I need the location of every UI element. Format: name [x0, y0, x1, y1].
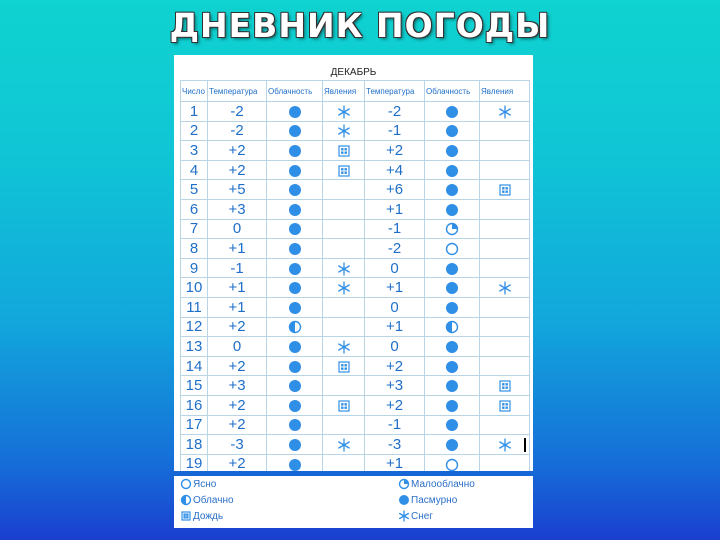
- table-row: [181, 278, 530, 298]
- table-row: [181, 121, 530, 141]
- snow-icon: [337, 340, 351, 354]
- cloudiness-cell-2: [425, 376, 480, 396]
- phenomena-cell: [323, 121, 365, 141]
- temperature-cell-2: +2: [365, 395, 425, 415]
- phenomena-cell-2: [480, 356, 530, 376]
- temperature-cell-2: 0: [365, 297, 425, 317]
- phenomena-cell-2: [480, 141, 530, 161]
- partly-cloudy-icon: [445, 222, 459, 236]
- phenomena-cell: [323, 160, 365, 180]
- temperature-cell: -3: [208, 435, 267, 455]
- overcast-icon: [445, 301, 459, 315]
- table-row: [181, 317, 530, 337]
- table-header-row: [181, 81, 530, 102]
- phenomena-cell: [323, 356, 365, 376]
- rain-icon: [337, 360, 351, 374]
- phenomena-cell-2: [480, 317, 530, 337]
- cloudiness-cell-2: [425, 180, 480, 200]
- header-phenomena: Явления: [323, 81, 365, 102]
- table-row: [181, 395, 530, 415]
- phenomena-cell: [323, 317, 365, 337]
- phenomena-cell: [323, 435, 365, 455]
- phenomena-cell-2: [480, 219, 530, 239]
- temperature-cell: +1: [208, 239, 267, 259]
- snow-icon: [337, 105, 351, 119]
- phenomena-cell-2: [480, 395, 530, 415]
- temperature-cell: +3: [208, 199, 267, 219]
- snow-icon: [337, 438, 351, 452]
- phenomena-cell-2: [480, 258, 530, 278]
- temperature-cell: +2: [208, 395, 267, 415]
- cloudiness-cell: [267, 199, 323, 219]
- table-row: [181, 160, 530, 180]
- overcast-icon: [288, 144, 302, 158]
- day-cell: 12: [181, 317, 208, 337]
- legend-overcast: [398, 494, 457, 508]
- overcast-icon: [288, 360, 302, 374]
- rain-icon: [498, 399, 512, 413]
- temperature-cell-2: 0: [365, 258, 425, 278]
- cloudiness-cell: [267, 317, 323, 337]
- temperature-cell-2: +1: [365, 278, 425, 298]
- temperature-cell-2: +1: [365, 454, 425, 471]
- day-cell: 2: [181, 121, 208, 141]
- table-row: [181, 239, 530, 259]
- phenomena-cell: [323, 141, 365, 161]
- legend-partly: [398, 478, 475, 492]
- legend-cloudy: [180, 494, 234, 508]
- cloudiness-cell: [267, 297, 323, 317]
- cloudiness-cell: [267, 180, 323, 200]
- day-cell: 3: [181, 141, 208, 161]
- phenomena-cell-2: [480, 102, 530, 122]
- overcast-icon: [445, 164, 459, 178]
- temperature-cell: +2: [208, 415, 267, 435]
- legend-partly-label: Малооблачно: [411, 479, 475, 490]
- phenomena-cell-2: [480, 435, 530, 455]
- overcast-icon: [288, 183, 302, 197]
- overcast-icon: [445, 183, 459, 197]
- cloudiness-cell: [267, 141, 323, 161]
- divider-mark: [524, 438, 526, 452]
- table-row: [181, 141, 530, 161]
- phenomena-cell: [323, 102, 365, 122]
- overcast-icon: [288, 438, 302, 452]
- legend-snow-label: Снег: [411, 511, 433, 522]
- temperature-cell-2: -2: [365, 102, 425, 122]
- cloudiness-cell: [267, 454, 323, 471]
- phenomena-cell-2: [480, 454, 530, 471]
- overcast-icon: [445, 418, 459, 432]
- overcast-icon: [445, 262, 459, 276]
- day-cell: 14: [181, 356, 208, 376]
- rain-icon: [180, 511, 193, 522]
- day-cell: 6: [181, 199, 208, 219]
- table-row: [181, 356, 530, 376]
- overcast-icon: [288, 262, 302, 276]
- cloudiness-cell-2: [425, 317, 480, 337]
- table-row: [181, 376, 530, 396]
- day-cell: 15: [181, 376, 208, 396]
- overcast-icon: [288, 203, 302, 217]
- header-day: Число: [181, 81, 208, 102]
- temperature-cell: 0: [208, 337, 267, 357]
- overcast-icon: [288, 105, 302, 119]
- day-cell: 1: [181, 102, 208, 122]
- overcast-icon: [288, 124, 302, 138]
- weather-diary-sheet: [174, 55, 533, 471]
- table-row: [181, 297, 530, 317]
- temperature-cell: 0: [208, 219, 267, 239]
- overcast-icon: [445, 379, 459, 393]
- snow-icon: [498, 438, 512, 452]
- table-row: [181, 102, 530, 122]
- temperature-cell-2: +1: [365, 317, 425, 337]
- phenomena-cell-2: [480, 415, 530, 435]
- cloudiness-cell-2: [425, 239, 480, 259]
- temperature-cell-2: +1: [365, 199, 425, 219]
- day-cell: 17: [181, 415, 208, 435]
- overcast-icon: [288, 418, 302, 432]
- cloudiness-cell: [267, 435, 323, 455]
- snow-icon: [337, 124, 351, 138]
- cloudy-icon: [288, 320, 302, 334]
- cloudiness-cell-2: [425, 121, 480, 141]
- overcast-icon: [288, 301, 302, 315]
- legend-clear: [180, 478, 216, 492]
- phenomena-cell: [323, 337, 365, 357]
- phenomena-cell: [323, 239, 365, 259]
- overcast-icon: [445, 281, 459, 295]
- temperature-cell: +2: [208, 160, 267, 180]
- phenomena-cell-2: [480, 297, 530, 317]
- day-cell: 11: [181, 297, 208, 317]
- temperature-cell-2: -2: [365, 239, 425, 259]
- rain-icon: [337, 164, 351, 178]
- table-row: [181, 219, 530, 239]
- cloudy-icon: [180, 495, 193, 506]
- temperature-cell-2: -1: [365, 219, 425, 239]
- header-cloudiness-2: Облачность: [425, 81, 480, 102]
- temperature-cell: +1: [208, 297, 267, 317]
- phenomena-cell-2: [480, 121, 530, 141]
- temperature-cell-2: +3: [365, 376, 425, 396]
- phenomena-cell: [323, 219, 365, 239]
- temperature-cell-2: +4: [365, 160, 425, 180]
- temperature-cell-2: +6: [365, 180, 425, 200]
- header-temperature-2: Температура: [365, 81, 425, 102]
- phenomena-cell-2: [480, 239, 530, 259]
- temperature-cell: +2: [208, 141, 267, 161]
- temperature-cell: -1: [208, 258, 267, 278]
- temperature-cell-2: 0: [365, 337, 425, 357]
- overcast-icon: [445, 203, 459, 217]
- temperature-cell: +2: [208, 356, 267, 376]
- overcast-icon: [288, 242, 302, 256]
- overcast-icon: [288, 222, 302, 236]
- table-row: [181, 454, 530, 471]
- phenomena-cell: [323, 415, 365, 435]
- overcast-icon: [445, 144, 459, 158]
- cloudiness-cell-2: [425, 141, 480, 161]
- cloudiness-cell-2: [425, 337, 480, 357]
- cloudiness-cell: [267, 278, 323, 298]
- overcast-icon: [445, 399, 459, 413]
- phenomena-cell: [323, 454, 365, 471]
- phenomena-cell-2: [480, 278, 530, 298]
- cloudiness-cell: [267, 258, 323, 278]
- phenomena-cell: [323, 180, 365, 200]
- temperature-cell: -2: [208, 102, 267, 122]
- overcast-icon: [445, 124, 459, 138]
- phenomena-cell-2: [480, 199, 530, 219]
- cloudiness-cell: [267, 160, 323, 180]
- day-cell: 9: [181, 258, 208, 278]
- overcast-icon: [288, 340, 302, 354]
- cloudiness-cell-2: [425, 356, 480, 376]
- cloudiness-cell-2: [425, 278, 480, 298]
- phenomena-cell: [323, 395, 365, 415]
- snow-icon: [337, 281, 351, 295]
- table-row: [181, 199, 530, 219]
- cloudiness-cell: [267, 219, 323, 239]
- phenomena-cell: [323, 258, 365, 278]
- cloudiness-cell: [267, 415, 323, 435]
- legend-overcast-label: Пасмурно: [411, 495, 458, 506]
- cloudiness-cell-2: [425, 395, 480, 415]
- phenomena-cell: [323, 199, 365, 219]
- header-cloudiness: Облачность: [267, 81, 323, 102]
- cloudiness-cell-2: [425, 415, 480, 435]
- day-cell: 16: [181, 395, 208, 415]
- day-cell: 19: [181, 454, 208, 471]
- snow-icon: [398, 511, 411, 522]
- phenomena-cell-2: [480, 180, 530, 200]
- day-cell: 10: [181, 278, 208, 298]
- cloudiness-cell-2: [425, 102, 480, 122]
- header-phenomena-2: Явления: [480, 81, 530, 102]
- rain-icon: [498, 379, 512, 393]
- cloudiness-cell: [267, 239, 323, 259]
- temperature-cell: +3: [208, 376, 267, 396]
- cloudiness-cell-2: [425, 435, 480, 455]
- overcast-icon: [288, 399, 302, 413]
- cloudiness-cell: [267, 102, 323, 122]
- rain-icon: [337, 399, 351, 413]
- legend-clear-label: Ясно: [193, 479, 217, 490]
- phenomena-cell-2: [480, 160, 530, 180]
- temperature-cell: +2: [208, 317, 267, 337]
- legend-rain: [180, 510, 223, 524]
- temperature-cell-2: -1: [365, 415, 425, 435]
- rain-icon: [337, 144, 351, 158]
- temperature-cell: +1: [208, 278, 267, 298]
- overcast-icon: [445, 340, 459, 354]
- day-cell: 13: [181, 337, 208, 357]
- cloudiness-cell: [267, 121, 323, 141]
- day-cell: 5: [181, 180, 208, 200]
- legend-snow: [398, 510, 433, 524]
- legend-cloudy-label: Облачно: [193, 495, 234, 506]
- day-cell: 8: [181, 239, 208, 259]
- clear-icon: [180, 479, 193, 490]
- temperature-cell-2: +2: [365, 141, 425, 161]
- day-cell: 7: [181, 219, 208, 239]
- cloudiness-cell-2: [425, 454, 480, 471]
- temperature-cell: +2: [208, 454, 267, 471]
- phenomena-cell: [323, 376, 365, 396]
- cloudiness-cell: [267, 337, 323, 357]
- phenomena-cell-2: [480, 376, 530, 396]
- weather-table: [180, 80, 530, 471]
- cloudiness-cell-2: [425, 199, 480, 219]
- legend: [174, 476, 533, 528]
- phenomena-cell: [323, 278, 365, 298]
- cloudiness-cell-2: [425, 219, 480, 239]
- phenomena-cell: [323, 297, 365, 317]
- table-row: [181, 435, 530, 455]
- snow-icon: [337, 262, 351, 276]
- overcast-icon: [445, 105, 459, 119]
- cloudiness-cell: [267, 356, 323, 376]
- cloudiness-cell-2: [425, 160, 480, 180]
- overcast-icon: [288, 458, 302, 471]
- table-row: [181, 415, 530, 435]
- overcast-icon: [445, 360, 459, 374]
- table-row: [181, 337, 530, 357]
- clear-icon: [445, 242, 459, 256]
- cloudiness-cell-2: [425, 297, 480, 317]
- cloudiness-cell: [267, 395, 323, 415]
- overcast-icon: [398, 495, 411, 506]
- table-row: [181, 258, 530, 278]
- snow-icon: [498, 105, 512, 119]
- legend-rain-label: Дождь: [193, 511, 224, 522]
- snow-icon: [498, 281, 512, 295]
- table-row: [181, 180, 530, 200]
- rain-icon: [498, 183, 512, 197]
- cloudiness-cell-2: [425, 258, 480, 278]
- overcast-icon: [288, 164, 302, 178]
- temperature-cell: -2: [208, 121, 267, 141]
- day-cell: 18: [181, 435, 208, 455]
- partly-cloudy-icon: [398, 479, 411, 490]
- month-label: ДЕКАБРЬ: [330, 67, 377, 78]
- temperature-cell-2: -1: [365, 121, 425, 141]
- cloudiness-cell: [267, 376, 323, 396]
- day-cell: 4: [181, 160, 208, 180]
- cloudy-icon: [445, 320, 459, 334]
- temperature-cell: +5: [208, 180, 267, 200]
- page-title: ДНЕВНИК ПОГОДЫ: [169, 6, 551, 45]
- phenomena-cell-2: [480, 337, 530, 357]
- temperature-cell-2: +2: [365, 356, 425, 376]
- overcast-icon: [445, 438, 459, 452]
- overcast-icon: [288, 281, 302, 295]
- header-temperature: Температура: [208, 81, 267, 102]
- temperature-cell-2: -3: [365, 435, 425, 455]
- overcast-icon: [288, 379, 302, 393]
- clear-icon: [445, 458, 459, 471]
